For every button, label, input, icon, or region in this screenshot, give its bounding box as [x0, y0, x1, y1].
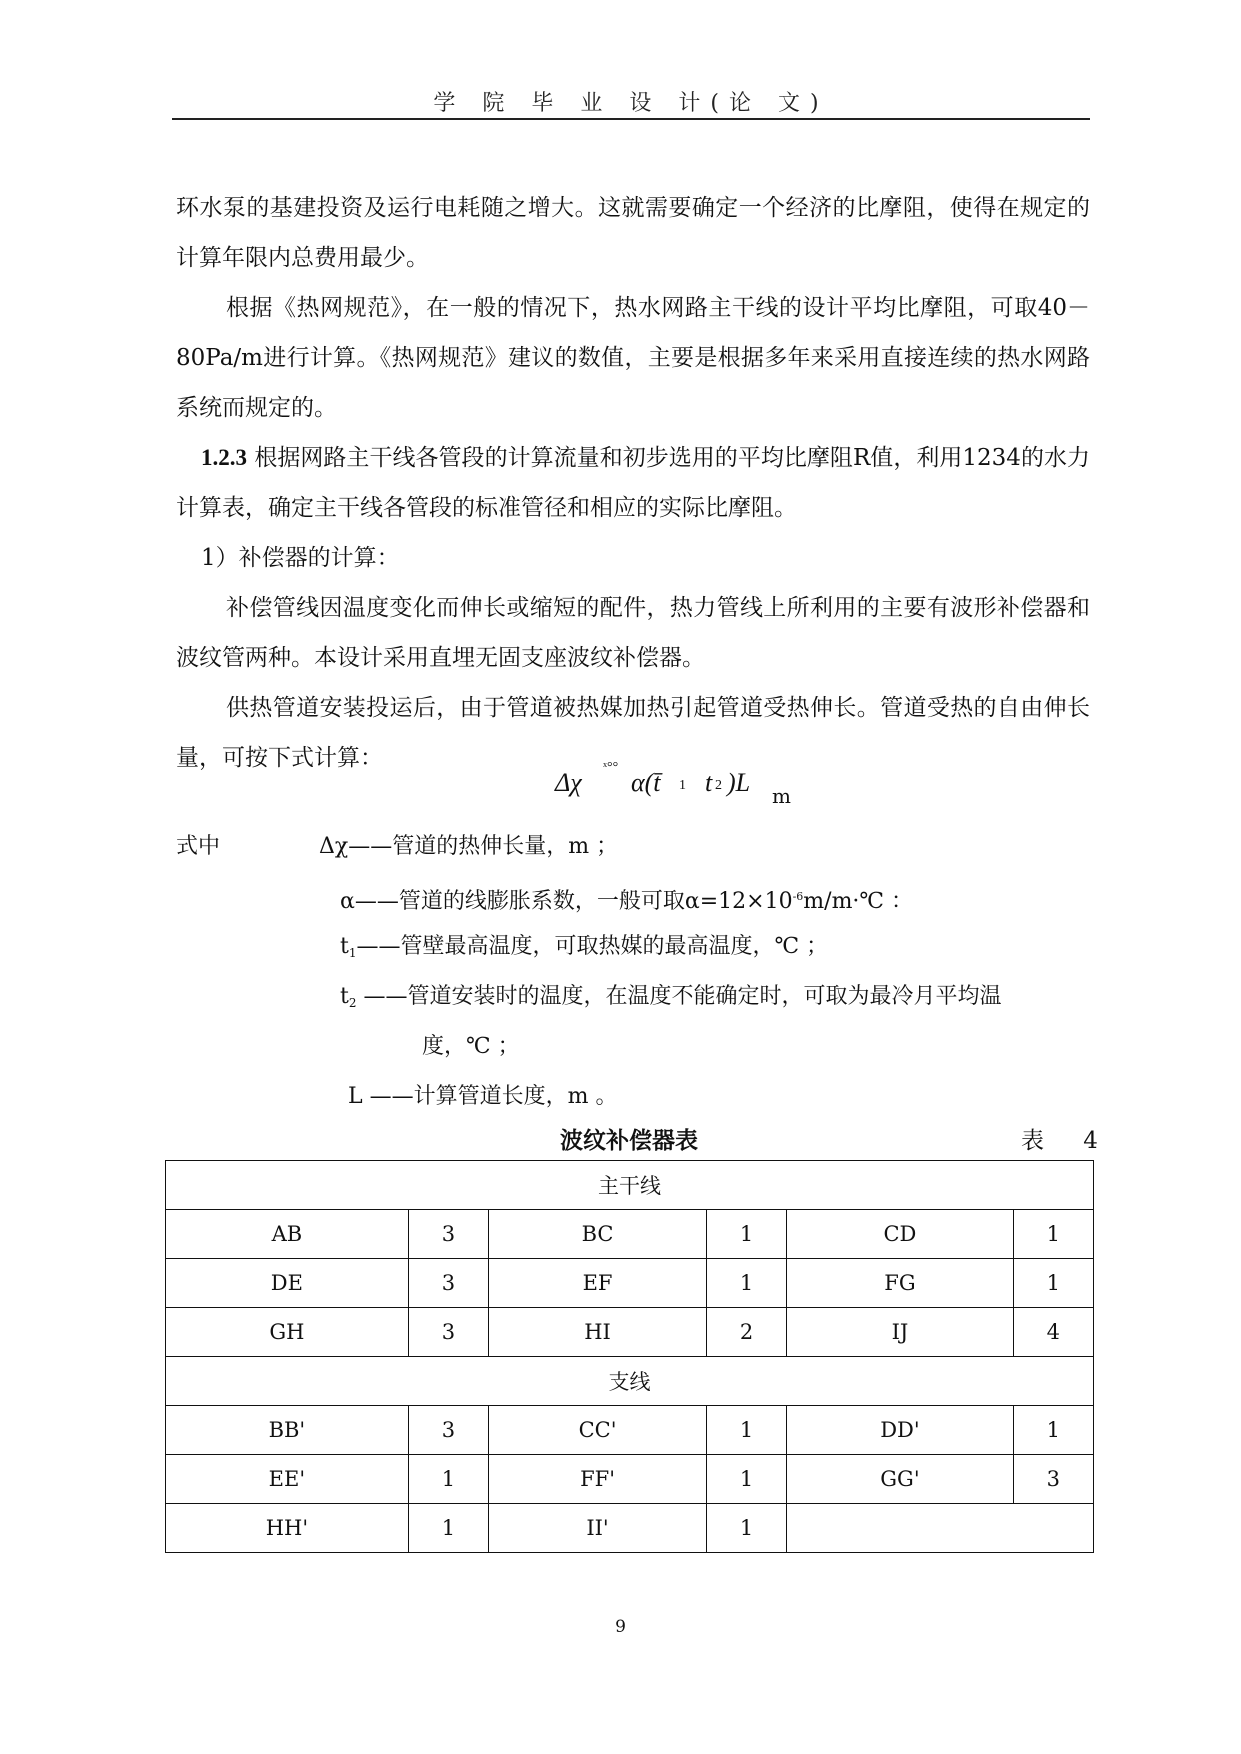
- definition-t2-subscript: 2: [348, 996, 357, 1010]
- section-branch-label: 支线: [166, 1357, 1094, 1406]
- table-cell: DD': [787, 1406, 1013, 1455]
- formula-alpha: α(t̄: [631, 768, 661, 797]
- paragraph-5: 补偿管线因温度变化而伸长或缩短的配件，热力管线上所利用的主要有波形补偿器和波纹管两种。本设计采用直埋无固支座波纹补偿器。: [176, 595, 1090, 671]
- table-number: 表 4: [1021, 1128, 1114, 1154]
- page-number: 9: [615, 1617, 626, 1637]
- table-cell: EE': [166, 1455, 409, 1504]
- formula-delta-chi: Δχ: [555, 768, 582, 797]
- paragraph-3-text: 根据网路主干线各管段的计算流量和初步选用的平均比摩阻R值，利用1234的水力计算表，确定主干线各管段的标准管径和相应的实际比摩阻。: [176, 445, 1090, 521]
- definition-alpha-unit: m/m·℃ ：: [803, 889, 914, 914]
- definition-t2-continued: 度，℃ ；: [422, 1034, 520, 1059]
- table-cell: AB: [166, 1210, 409, 1259]
- table-cell: 3: [1013, 1455, 1093, 1504]
- table-cell: 3: [408, 1259, 488, 1308]
- section-main-label: 主干线: [166, 1161, 1094, 1210]
- table-cell: 1: [706, 1406, 786, 1455]
- compensator-table: [165, 1160, 1094, 1553]
- table-cell: 2: [706, 1308, 786, 1357]
- table-title: 波纹补偿器表: [560, 1128, 698, 1154]
- table-cell: FG: [787, 1259, 1013, 1308]
- paragraph-2: 根据《热网规范》，在一般的情况下，热水网路主干线的设计平均比摩阻，可取40－80Pa/m进行计算。《热网规范》建议的数值，主要是根据多年来采用直接连续的热水网路系统而规定的。: [176, 295, 1090, 421]
- definition-t2-text: ——管道安装时的温度，在温度不能确定时，可取为最冷月平均温: [356, 984, 1002, 1009]
- definition-t1-text: ——管壁最高温度，可取热媒的最高温度，℃ ；: [356, 934, 829, 959]
- formula-sub2: 2: [715, 778, 722, 793]
- definition-L: L ——计算管道长度，m 。: [348, 1084, 618, 1109]
- formula-marks: ˣ°°: [603, 760, 619, 775]
- table-cell: HH': [166, 1504, 409, 1553]
- table-cell: 1: [408, 1455, 488, 1504]
- table-cell: 1: [408, 1504, 488, 1553]
- definition-alpha-exponent: -6: [792, 890, 804, 903]
- paragraph-3: [176, 433, 1090, 533]
- table-cell: 4: [1013, 1308, 1093, 1357]
- table-cell: 1: [1013, 1406, 1093, 1455]
- table-cell: IJ: [787, 1308, 1013, 1357]
- table-cell: CD: [787, 1210, 1013, 1259]
- table-row: [166, 1455, 1094, 1504]
- table-cell: 3: [408, 1406, 488, 1455]
- formula-close-L: )L: [727, 768, 751, 797]
- table-cell: HI: [489, 1308, 707, 1357]
- formula-unit: m: [772, 784, 791, 808]
- table-cell: 1: [1013, 1259, 1093, 1308]
- table-cell: 3: [408, 1210, 488, 1259]
- table-cell: GH: [166, 1308, 409, 1357]
- table-cell: EF: [489, 1259, 707, 1308]
- page-header: 学 院 毕 业 设 计(论 文): [433, 91, 829, 116]
- definition-t1-symbol: t: [340, 934, 349, 959]
- table-cell: BB': [166, 1406, 409, 1455]
- table-cell: 3: [408, 1308, 488, 1357]
- paragraph-1: 环水泵的基建投资及运行电耗随之增大。这就需要确定一个经济的比摩阻，使得在规定的计算年限内总费用最少。: [176, 195, 1090, 271]
- table-row: [166, 1210, 1094, 1259]
- table-cell: GG': [787, 1455, 1013, 1504]
- table-cell: 1: [1013, 1210, 1093, 1259]
- table-cell: II': [489, 1504, 707, 1553]
- table-cell: 1: [706, 1455, 786, 1504]
- definition-alpha: [340, 872, 913, 927]
- table-section-row: [166, 1161, 1094, 1210]
- definition-t1-subscript: 1: [348, 946, 357, 960]
- definition-lead: 式中: [176, 834, 221, 859]
- definition-delta-x: Δχ——管道的热伸长量，m ；: [319, 834, 619, 859]
- section-number: 1.2.3: [201, 445, 247, 470]
- table-cell: BC: [489, 1210, 707, 1259]
- table-section-row: [166, 1357, 1094, 1406]
- table-cell: FF': [489, 1455, 707, 1504]
- formula-sub1: 1: [679, 778, 686, 793]
- definition-t2-symbol: t: [340, 984, 349, 1009]
- header-rule: [172, 118, 1090, 120]
- table-cell: DE: [166, 1259, 409, 1308]
- table-row: [166, 1259, 1094, 1308]
- definition-t1: [340, 922, 828, 978]
- table-row: [166, 1504, 1094, 1553]
- table-cell: 1: [706, 1210, 786, 1259]
- definition-t2: [340, 972, 1001, 1028]
- table-row: [166, 1308, 1094, 1357]
- table-cell: 1: [706, 1504, 786, 1553]
- paragraph-6: 供热管道安装投运后，由于管道被热媒加热引起管道受热伸长。管道受热的自由伸长量，可按下式计算：: [176, 695, 1090, 771]
- formula-t2: t: [705, 768, 713, 797]
- definition-alpha-text: α——管道的线膨胀系数，一般可取α=12×10: [340, 889, 793, 914]
- table-row: [166, 1406, 1094, 1455]
- table-cell: CC': [489, 1406, 707, 1455]
- body-text: [176, 183, 1090, 783]
- table-cell-empty: [787, 1504, 1094, 1553]
- paragraph-4: 1）补偿器的计算：: [201, 545, 400, 571]
- table-cell: 1: [706, 1259, 786, 1308]
